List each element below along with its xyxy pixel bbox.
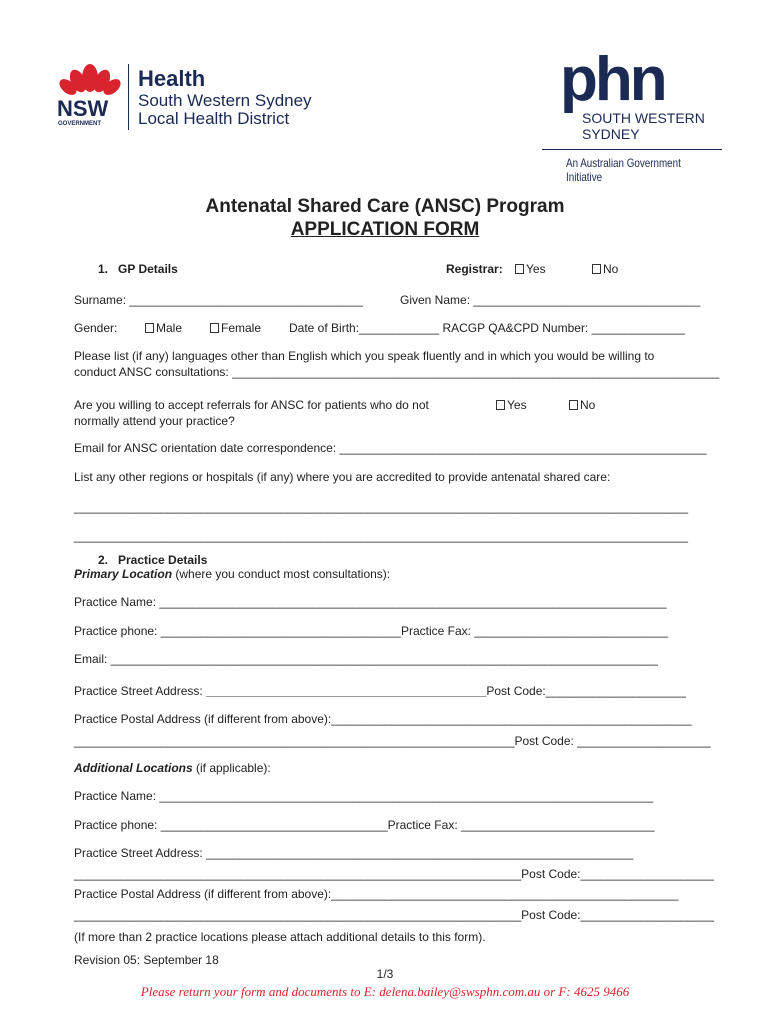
add-street-address-line2[interactable]: ___________________________________________________________________Post Code:____________________ — [74, 867, 714, 881]
form-subtitle: APPLICATION FORM — [290, 219, 480, 240]
nsw-government-label: GOVERNMENT — [58, 121, 102, 127]
additional-locations-label: Additional Locations — [74, 761, 193, 775]
postal-address-line2[interactable]: __________________________________________________________________Post Code: ____________________ — [74, 734, 711, 748]
phn-wordmark: phn — [560, 45, 665, 114]
registrar-no-option[interactable] — [592, 262, 618, 276]
return-instructions: Please return your form and documents to E: delena.bailey@swsphn.com.au or F: 4625 9466 — [140, 984, 630, 999]
nsw-wordmark: NSW — [57, 96, 109, 121]
add-practice-phone-fax-field[interactable]: Practice phone: __________________________________Practice Fax: _____________________________ — [74, 818, 655, 832]
phn-logo — [560, 45, 730, 184]
registrar-no-checkbox[interactable] — [592, 264, 601, 274]
add-practice-name-field[interactable]: Practice Name: __________________________________________________________________________ — [74, 789, 654, 803]
gender-label: Gender: — [74, 321, 118, 335]
phn-line2: SYDNEY — [582, 126, 640, 142]
referrals-no-label: No — [580, 398, 596, 412]
phn-region — [582, 110, 705, 142]
phn-line1: SOUTH WESTERN — [582, 110, 705, 126]
referrals-yes-checkbox[interactable] — [496, 400, 505, 410]
male-checkbox[interactable] — [145, 323, 154, 333]
referrals-no-checkbox[interactable] — [569, 400, 578, 410]
languages-prompt: Please list (if any) languages other than English which you speak fluently and in which you would be willing to — [74, 349, 655, 363]
gender-male-option[interactable] — [145, 321, 182, 335]
practice-name-field[interactable]: Practice Name: ____________________________________________________________________________ — [74, 595, 667, 609]
other-regions-line2[interactable]: ____________________________________________________________________________________________ — [74, 529, 688, 543]
more-locations-note: (If more than 2 practice locations please attach additional details to this form). — [74, 930, 486, 944]
primary-location-note: (where you conduct most consultations): — [172, 567, 391, 581]
dob-racgp-field[interactable]: Date of Birth:____________ RACGP QA&CPD Number: ______________ — [289, 321, 686, 335]
given-name-field[interactable]: Given Name: __________________________________ — [400, 293, 701, 307]
form-title: Antenatal Shared Care (ANSC) Program — [205, 196, 565, 217]
registrar-yes-label: Yes — [526, 262, 546, 276]
street-address-field[interactable] — [74, 684, 686, 698]
referrals-yes-label: Yes — [507, 398, 527, 412]
other-regions-line1[interactable]: ____________________________________________________________________________________________ — [74, 500, 688, 514]
gender-female-option[interactable] — [210, 321, 261, 335]
languages-field[interactable]: conduct ANSC consultations: _________________________________________________________________________ — [74, 365, 720, 379]
registrar-label: Registrar: — [446, 262, 503, 276]
page-number: 1/3 — [376, 967, 394, 981]
health-wordmark: Health — [138, 66, 206, 91]
waratah-icon — [58, 58, 122, 98]
street-address-blank[interactable]: __________________________________________ — [206, 684, 487, 698]
add-postal-address-line2[interactable]: ___________________________________________________________________Post Code:____________________ — [74, 908, 714, 922]
revision-label: Revision 05: September 18 — [74, 953, 219, 967]
nsw-health-logo — [52, 58, 342, 134]
district-line2: Local Health District — [138, 109, 290, 128]
section1-heading: 1. GP Details — [98, 262, 178, 276]
section2-heading: 2. Practice Details — [98, 553, 208, 567]
practice-email-field[interactable]: Email: __________________________________________________________________________________ — [74, 652, 658, 666]
logo-divider — [128, 64, 129, 130]
primary-location-heading — [74, 567, 390, 581]
male-label: Male — [156, 321, 183, 335]
orientation-email-field[interactable]: Email for ANSC orientation date correspondence: _______________________________________________________ — [74, 441, 707, 455]
phn-divider — [542, 149, 722, 150]
other-regions-prompt: List any other regions or hospitals (if any) where you are accredited to provide antenatal shared care: — [74, 470, 611, 484]
referrals-yes-option[interactable] — [496, 398, 527, 412]
add-street-address-field[interactable]: Practice Street Address: ________________________________________________________________ — [74, 846, 634, 860]
practice-phone-fax-field[interactable]: Practice phone: ____________________________________Practice Fax: _____________________________ — [74, 624, 668, 638]
registrar-no-label: No — [603, 262, 619, 276]
referrals-no-option[interactable] — [569, 398, 595, 412]
surname-field[interactable]: Surname: ___________________________________ — [74, 293, 363, 307]
postal-address-field[interactable]: Practice Postal Address (if different from above):______________________________________________________ — [74, 712, 692, 726]
add-postal-address-field[interactable]: Practice Postal Address (if different from above):____________________________________________________ — [74, 887, 679, 901]
street-address-label: Practice Street Address: — [74, 684, 207, 698]
referrals-question-line1: Are you willing to accept referrals for ANSC for patients who do not — [74, 398, 429, 412]
phn-gov-initiative: An Australian Government Initiative — [566, 156, 681, 184]
district-line1: South Western Sydney — [138, 91, 312, 110]
additional-locations-heading — [74, 761, 271, 775]
additional-locations-note: (if applicable): — [192, 761, 271, 775]
registrar-yes-checkbox[interactable] — [515, 264, 524, 274]
female-checkbox[interactable] — [210, 323, 219, 333]
registrar-yes-option[interactable] — [515, 262, 546, 276]
referrals-question-line2: normally attend your practice? — [74, 414, 235, 428]
street-postcode[interactable]: Post Code:_____________________ — [486, 684, 686, 698]
female-label: Female — [221, 321, 262, 335]
primary-location-label: Primary Location — [74, 567, 173, 581]
district-name — [138, 92, 312, 128]
